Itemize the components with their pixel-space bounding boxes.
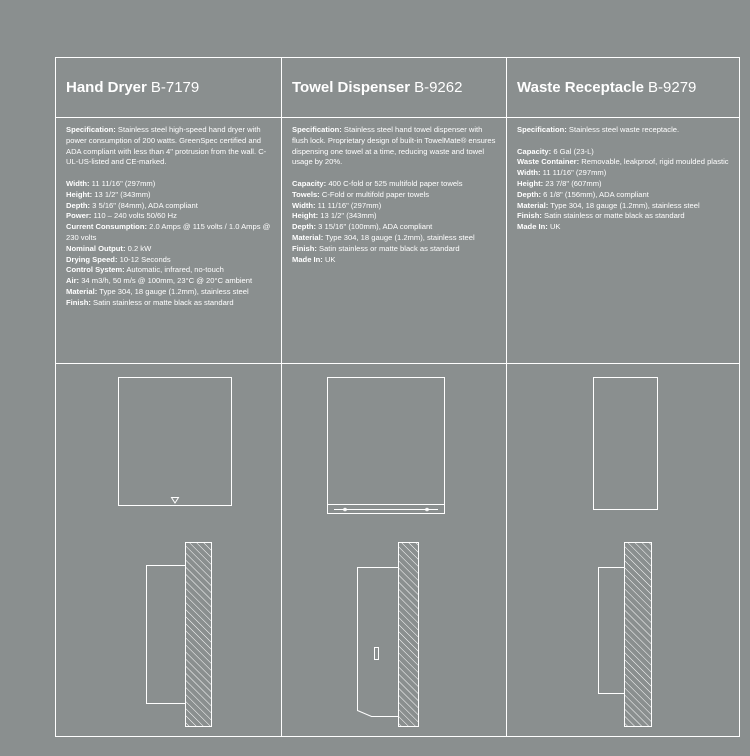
spec-row: Nominal Output: 0.2 kW: [66, 243, 152, 253]
spec-row: Current Consumption: 2.0 Amps @ 115 volts / 1.0 Amps @ 230 volts: [66, 222, 271, 242]
spec-row: Depth: 6 1/8" (156mm), ADA compliant: [517, 189, 649, 199]
product-name: Hand Dryer: [66, 79, 147, 96]
spec-row: Made In: UK: [292, 254, 336, 264]
spec-row: Finish: Satin stainless or matte black as standard: [517, 211, 685, 221]
product-name: Waste Receptacle: [517, 79, 645, 96]
spec-row: Finish: Satin stainless or matte black as standard: [66, 297, 234, 307]
spec-row: Air: 34 m3/h, 50 m/s @ 100mm, 23°C @ 20°C ambient: [66, 276, 253, 286]
hand-dryer-side-view: [147, 543, 212, 727]
hand-dryer-front-view: [119, 378, 232, 506]
spec-row: Height: 13 1/2" (343mm): [66, 189, 151, 199]
specification-text: Specification: Stainless steel high-speed hand dryer with power consumption of 200 watts. GreenSpec certified and ADA compliant with less than 4" protrusion from the wall. C-UL-US-listed and CE-marked.: [66, 125, 267, 167]
specification-text: Specification: Stainless steel hand towel dispenser with flush lock. Proprietary design of built-in TowelMate® ensures dispensing one towel at a time, reducing waste and towel usage by 20%.: [292, 125, 496, 167]
spec-row: Power: 110 – 240 volts 50/60 Hz: [66, 211, 177, 221]
spec-row: Material: Type 304, 18 gauge (1.2mm), stainless steel: [292, 232, 475, 242]
product-name: Towel Dispenser: [292, 79, 411, 96]
spec-row: Made In: UK: [517, 222, 561, 232]
product-model: B-7179: [150, 79, 200, 96]
towel-dispenser-side-view: [358, 543, 419, 727]
spec-row: Height: 23 7/8" (607mm): [517, 178, 602, 188]
spec-row: Height: 13 1/2" (343mm): [292, 211, 377, 221]
spec-row: Width: 11 11/16" (297mm): [292, 200, 382, 210]
spec-row: Waste Container: Removable, leakproof, rigid moulded plastic: [517, 157, 729, 167]
sensor-arrow-icon: [172, 498, 179, 504]
spec-row: Finish: Satin stainless or matte black as standard: [292, 243, 460, 253]
product-model: B-9262: [414, 79, 463, 96]
waste-receptacle-front-view: [594, 378, 658, 510]
spec-row: Width: 11 11/16" (297mm): [517, 168, 607, 178]
spec-row: Towels: C-Fold or multifold paper towels: [292, 189, 430, 199]
spec-row: Control System: Automatic, infrared, no-touch: [66, 265, 224, 275]
spec-row: Capacity: 400 C-fold or 525 multifold paper towels: [292, 178, 463, 188]
spec-row: Depth: 3 15/16" (100mm), ADA compliant: [292, 222, 433, 232]
dispenser-slot-icon: [375, 648, 379, 660]
spec-row: Width: 11 11/16" (297mm): [66, 178, 156, 188]
spec-row: Drying Speed: 10-12 Seconds: [66, 254, 171, 264]
spec-row: Material: Type 304, 18 gauge (1.2mm), stainless steel: [517, 200, 700, 210]
specification-text: Specification: Stainless steel waste receptacle.: [517, 125, 680, 134]
spec-row: Depth: 3 5/16" (84mm), ADA compliant: [66, 200, 198, 210]
product-model: B-9279: [648, 79, 697, 96]
spec-row: Material: Type 304, 18 gauge (1.2mm), stainless steel: [66, 286, 249, 296]
spec-row: Capacity: 6 Gal (23-L): [517, 146, 594, 156]
towel-dispenser-front-view: [328, 378, 445, 514]
waste-receptacle-side-view: [599, 543, 652, 727]
